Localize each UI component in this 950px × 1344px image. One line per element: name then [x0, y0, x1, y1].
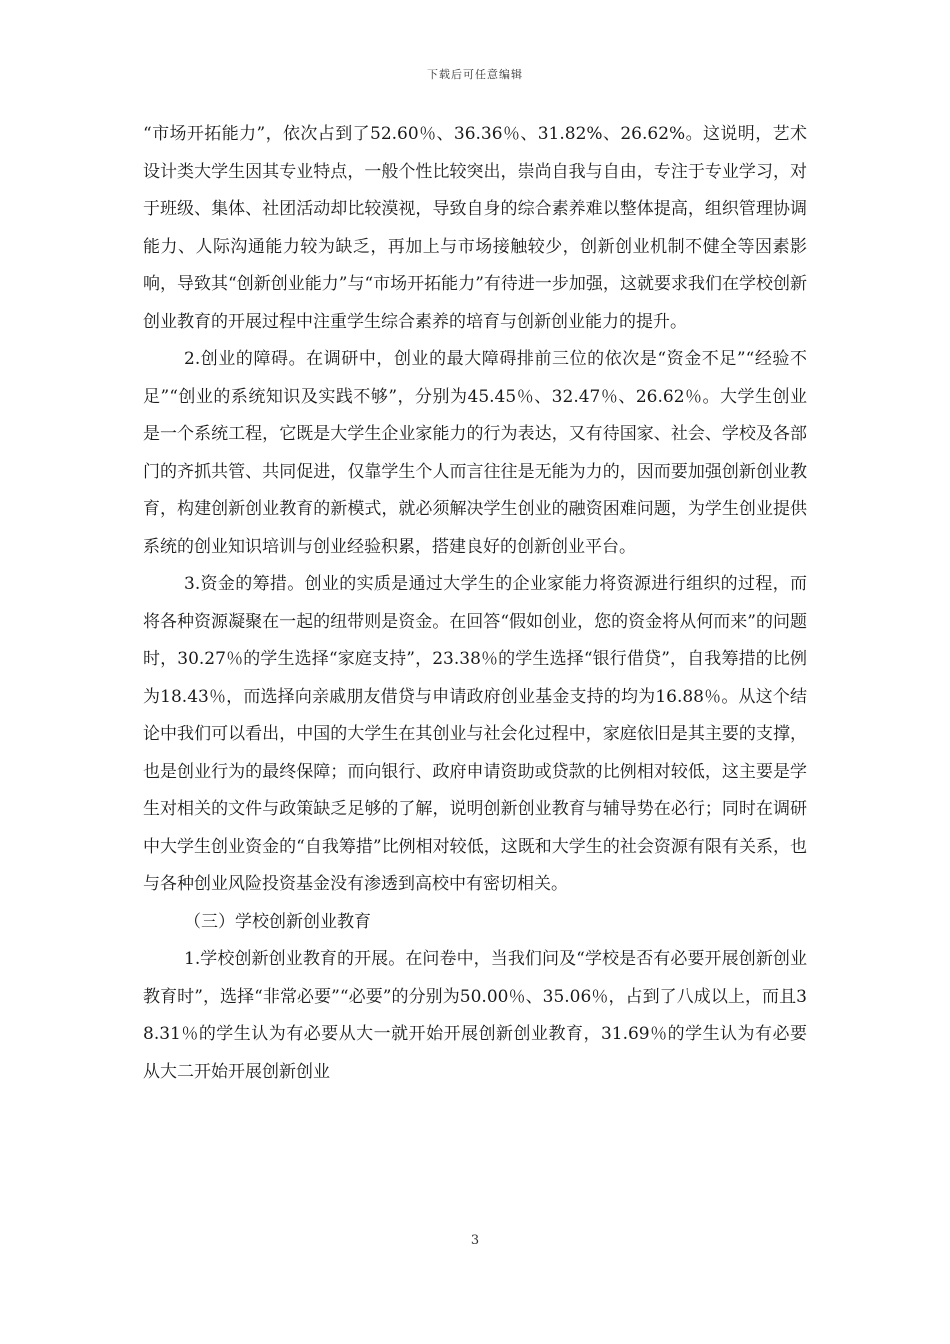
paragraph-fund-raising: 3.资金的筹措。创业的实质是通过大学生的企业家能力将资源进行组织的过程，而将各种资源凝聚在一起的纽带则是资金。在回答“假如创业，您的资金将从何而来”的问题时，30.27％的学生选择“家庭支持”，23.38％的学生选择“银行借贷”，自我筹措的比例为18.43％，而选择向亲戚朋友借贷与申请政府创业基金支持的均为16.88％。从这个结论中我们可以看出，中国的大学生在其创业与社会化过程中，家庭依旧是其主要的支撑，也是创业行为的最终保障；而向银行、政府申请资助或贷款的比例相对较低，这主要是学生对相关的文件与政策缺乏足够的了解，说明创新创业教育与辅导势在必行；同时在调研中大学生创业资金的“自我筹措”比例相对较低，这既和大学生的社会资源有限有关系，也与各种创业风险投资基金没有渗透到高校中有密切相关。 — [143, 574, 807, 894]
paragraph-market-ability: “市场开拓能力”，依次占到了52.60％、36.36％、31.82%、26.62%。这说明，艺术设计类大学生因其专业特点，一般个性比较突出，崇尚自我与自由，专注于专业学习，对于班级、集体、社团活动却比较漠视，导致自身的综合素养难以整体提高，组织管理协调能力、人际沟通能力较为缺乏，再加上与市场接触较少，创新创业机制不健全等因素影响，导致其“创新创业能力”与“市场开拓能力”有待进一步加强，这就要求我们在学校创新创业教育的开展过程中注重学生综合素养的培育与创新创业能力的提升。 — [143, 124, 807, 332]
paragraph-startup-obstacles: 2.创业的障碍。在调研中，创业的最大障碍排前三位的依次是“资金不足”“经验不足”“创业的系统知识及实践不够”，分别为45.45％、32.47％、26.62％。大学生创业是一个系统工程，它既是大学生企业家能力的行为表达，又有待国家、社会、学校及各部门的齐抓共管、共同促进，仅靠学生个人而言往往是无能为力的，因而要加强创新创业教育，构建创新创业教育的新模式，就必须解决学生创业的融资困难问题，为学生创业提供系统的创业知识培训与创业经验积累，搭建良好的创新创业平台。 — [143, 349, 807, 557]
page-header: 下载后可任意编辑 — [427, 68, 523, 81]
section-heading-school-education: （三）学校创新创业教育 — [184, 911, 371, 932]
paragraph-school-education: 1.学校创新创业教育的开展。在问卷中，当我们问及“学校是否有必要开展创新创业教育时”，选择“非常必要”“必要”的分别为50.00％、35.06％，占到了八成以上，而且38.31％的学生认为有必要从大一就开始开展创新创业教育，31.69％的学生认为有必要从大二开始开展创新创业 — [143, 949, 807, 1082]
page-number: 3 — [470, 1233, 480, 1248]
document-body — [143, 116, 807, 1091]
